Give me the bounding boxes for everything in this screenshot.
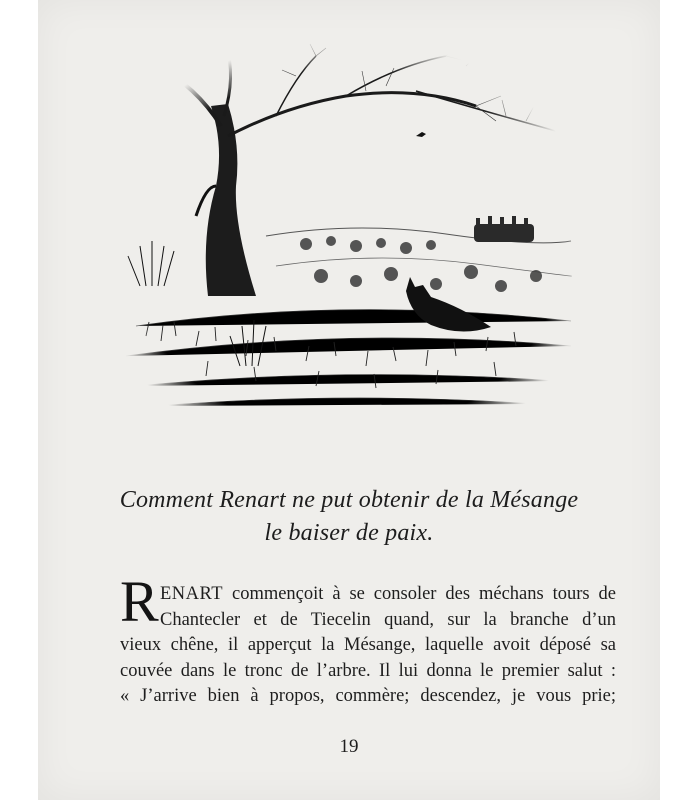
drop-cap: R	[120, 569, 159, 634]
chapter-title	[78, 484, 620, 550]
paragraph-line-2: Chantecler et de Tiecelin quand, sur la branche d’un	[160, 609, 616, 630]
chapter-title-line-2: le baiser de paix.	[264, 520, 434, 546]
engraving-illustration	[116, 36, 576, 428]
book-page	[38, 0, 660, 800]
paragraph-line-3: vieux chêne, il apperçut la Mésange, laquelle avoit déposé sa	[120, 635, 616, 655]
body-paragraph	[120, 582, 616, 710]
paragraph-line-5: « J’arrive bien à propos, commère; descendez, je vous prie;	[120, 686, 616, 706]
chapter-title-line-1: Comment Renart ne put obtenir de la Mésange	[119, 487, 579, 513]
paragraph-line-1	[120, 582, 616, 608]
page-number: 19	[339, 736, 359, 757]
first-word-small-caps: ENART	[160, 584, 224, 604]
paragraph-line-4: couvée dans le tronc de l’arbre. Il lui donna le premier salut :	[120, 660, 616, 681]
paragraph-line-1-rest: commençoit à se consoler des méchans tours de	[223, 584, 616, 604]
